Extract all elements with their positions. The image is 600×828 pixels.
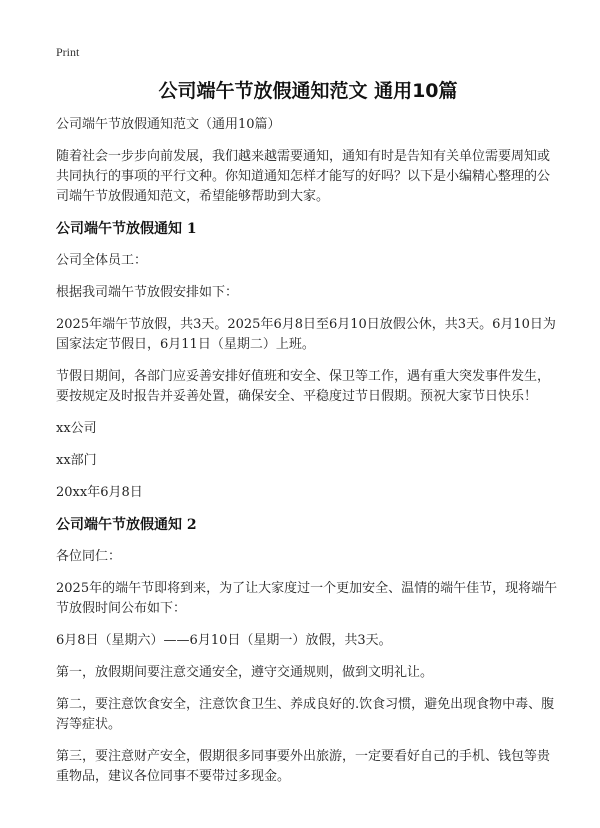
notice-1-signature-department: xx部门	[56, 453, 97, 468]
intro-paragraph: 随着社会一步步向前发展，我们越来越需要通知，通知有时是告知有关单位需要周知或共同执行的事项的平行文种。你知道通知怎样才能写的好吗？以下是小编精心整理的公司端午节放假通知范文，希望能够帮助到大家。	[56, 149, 551, 204]
notice-2-salutation: 各位同仁：	[56, 549, 122, 564]
notice-2-section	[56, 515, 560, 787]
notice-2-paragraph-4: 第二，要注意饮食安全，注意饮食卫生、养成良好的.饮食习惯，避免出现食物中毒、腹泻等症状。	[56, 697, 555, 732]
notice-2-heading: 公司端午节放假通知 2	[56, 517, 197, 533]
document-subtitle: 公司端午节放假通知范文（通用10篇）	[56, 117, 281, 132]
notice-2-paragraph-5: 第三，要注意财产安全，假期很多同事要外出旅游，一定要看好自己的手机、钱包等贵重物品，建议各位同事不要带过多现金。	[56, 749, 551, 784]
notice-1-salutation: 公司全体员工：	[56, 253, 148, 268]
notice-1-paragraph-1: 根据我司端午节放假安排如下：	[56, 285, 239, 300]
notice-1-paragraph-3: 节假日期间，各部门应妥善安排好值班和安全、保卫等工作，遇有重大突发事件发生，要按规定及时报告并妥善处置，确保安全、平稳度过节日假期。预祝大家节日快乐！	[56, 369, 551, 404]
notice-1-paragraph-2: 2025年端午节放假，共3天。2025年6月8日至6月10日放假公休，共3天。6月10日为国家法定节假日，6月11日（星期二）上班。	[56, 317, 556, 352]
notice-1-heading: 公司端午节放假通知 1	[56, 221, 197, 237]
notice-2-paragraph-2: 6月8日（星期六）——6月10日（星期一）放假，共3天。	[56, 633, 392, 648]
print-link[interactable]: Print	[56, 45, 80, 59]
notice-1-signature-company: xx公司	[56, 421, 97, 436]
notice-2-paragraph-1: 2025年的端午节即将到来，为了让大家度过一个更加安全、温情的端午佳节，现将端午节放假时间公布如下：	[56, 581, 558, 616]
page-title: 公司端午节放假通知范文 通用10篇	[158, 80, 458, 102]
notice-1-section	[56, 219, 560, 503]
notice-2-paragraph-3: 第一，放假期间要注意交通安全，遵守交通规则，做到文明礼让。	[56, 665, 434, 680]
notice-1-date: 20xx年6月8日	[56, 485, 143, 500]
